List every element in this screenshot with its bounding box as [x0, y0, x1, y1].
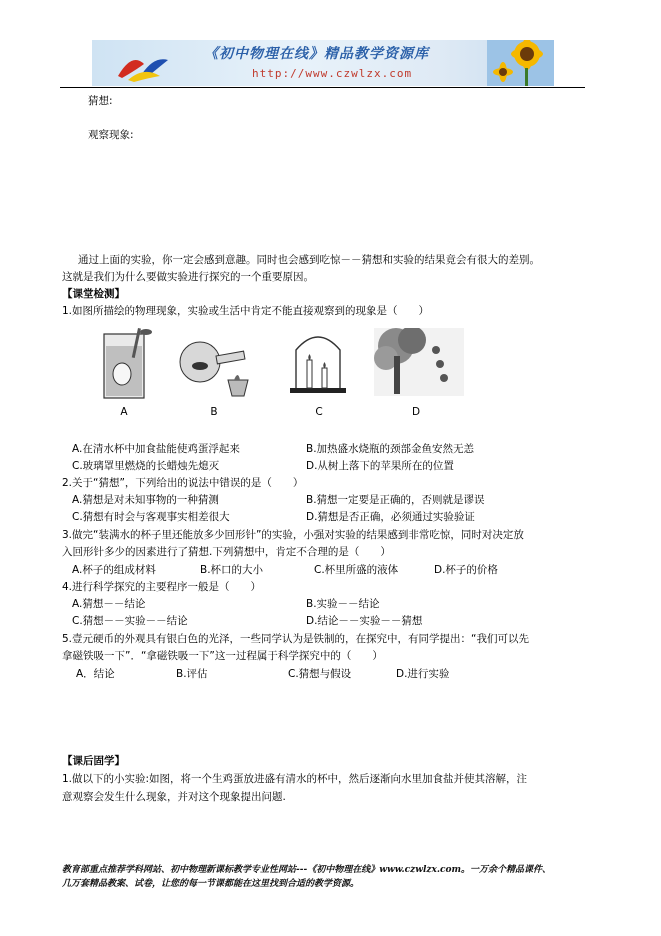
figure-d-apple-tree: [374, 328, 464, 396]
q2-option-a: A.猜想是对未知事物的一种猜测: [72, 494, 219, 506]
q5-option-d: D.进行实验: [396, 668, 450, 680]
figure-label-d: D: [411, 406, 421, 418]
footer-line-2: 几万套精品教案、试卷，让您的每一节课都能在这里找到合适的教学资源。: [62, 879, 360, 889]
q3-stem-line-2: 入回形针多少的因素进行了猜想.下列猜想中，肯定不合理的是（ ）: [62, 546, 391, 558]
q2-option-b: B.猜想一定要是正确的，否则就是谬误: [306, 494, 485, 506]
banner-title: 《初中物理在线》精品教学资源库: [204, 46, 429, 62]
q5-option-c: C.猜想与假设: [288, 668, 352, 680]
after-class-q1-line-2: 意观察会发生什么现象，并对这个现象提出问题.: [62, 791, 286, 803]
q2-stem: 2.关于“猜想”，下列给出的说法中错误的是（ ）: [62, 477, 304, 489]
figure-label-c: C: [315, 406, 323, 418]
q4-option-c: C.猜想－－实验－－结论: [72, 615, 188, 627]
q3-stem-line-1: 3.做完“装满水的杯子里还能放多少回形针”的实验，小强对实验的结果感到非常吃惊，同时对决定放: [62, 529, 524, 541]
sunflower-icon: [487, 40, 554, 86]
q3-option-d: D.杯子的价格: [434, 564, 498, 576]
q3-option-b: B.杯口的大小: [200, 564, 264, 576]
figure-label-a: A: [120, 406, 128, 418]
q1-option-b: B.加热盛水烧瓶的颈部金鱼安然无恙: [306, 443, 475, 455]
q4-option-d: D.结论－－实验－－猜想: [306, 615, 423, 627]
after-class-q1-line-1: 1.做以下的小实验:如图，将一个生鸡蛋放进盛有清水的杯中，然后逐渐向水里加食盐并使其溶解，注: [62, 773, 528, 785]
conclusion-line-1: 通过上面的实验，你一定会感到意趣。同时也会感到吃惊－－猜想和实验的结果竟会有很大的差别。: [78, 254, 540, 266]
header-divider: [60, 87, 585, 88]
site-logo-icon: [114, 46, 174, 82]
q1-option-a: A.在清水杯中加食盐能使鸡蛋浮起来: [72, 443, 240, 455]
q5-option-b: B.评估: [176, 668, 208, 680]
guess-label: 猜想:: [88, 95, 113, 107]
after-class-heading: 【课后固学】: [62, 755, 125, 767]
header-banner: [92, 40, 554, 86]
q5-option-a: A．结论: [76, 668, 115, 680]
figure-label-b: B: [210, 406, 218, 418]
classroom-check-heading: 【课堂检测】: [62, 288, 125, 300]
figure-c-candles-bell-jar: [288, 328, 348, 394]
q3-option-a: A.杯子的组成材料: [72, 564, 156, 576]
q4-option-b: B.实验－－结论: [306, 598, 380, 610]
q1-option-d: D.从树上落下的苹果所在的位置: [306, 460, 454, 472]
q5-stem-line-2: 拿磁铁吸一下”．“拿磁铁吸一下”这一过程属于科学探究中的（ ）: [62, 650, 383, 662]
q1-option-c: C.玻璃罩里燃烧的长蜡烛先熄灭: [72, 460, 220, 472]
banner-url[interactable]: http://www.czwlzx.com: [252, 67, 413, 80]
q5-stem-line-1: 5.壹元硬币的外观具有银白色的光泽，一些同学认为是铁制的，在探究中，有同学提出：“我们可以先: [62, 633, 529, 645]
q3-option-c: C.杯里所盛的液体: [314, 564, 399, 576]
figure-a-egg-in-glass: [100, 328, 152, 402]
conclusion-line-2: 这就是我们为什么要做实验进行探究的一个重要原因。: [62, 271, 314, 283]
observe-label: 观察现象:: [88, 129, 134, 141]
q4-option-a: A.猜想－－结论: [72, 598, 146, 610]
q4-stem: 4.进行科学探究的主要程序一般是（ ）: [62, 581, 262, 593]
figure-b-heated-flask: [178, 336, 258, 398]
q1-stem: 1.如图所描绘的物理现象，实验或生活中肯定不能直接观察到的现象是（ ）: [62, 305, 430, 317]
q2-option-d: D.猜想是否正确，必须通过实验验证: [306, 511, 475, 523]
footer-line-1: 教育部重点推荐学科网站、初中物理新课标教学专业性网站---《初中物理在线》www.czwlzx.com。一万余个精品课件、: [62, 865, 552, 875]
q2-option-c: C.猜想有时会与客观事实相差很大: [72, 511, 230, 523]
